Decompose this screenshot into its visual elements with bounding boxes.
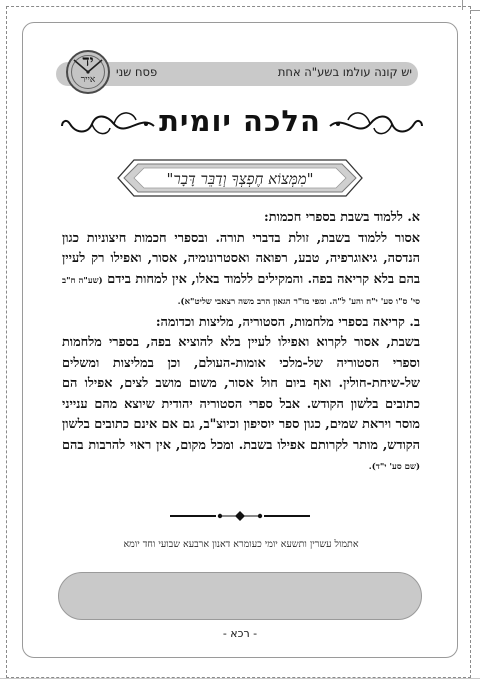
subtitle-verse: "מִמְּצוֹא חֶפְצְךָ וְדַבֵּר דָּבָר" bbox=[166, 170, 314, 188]
page-title: הלכה יומית bbox=[159, 104, 321, 138]
section-a-heading: א. ללמוד בשבת בספרי חכמות: bbox=[264, 210, 420, 225]
section-a-source: (שע"ה ח"ב סי' ס"ו סע' י"ח והע' ל"ה. ומפי מו"ר הגאון הרב משה רצאבי שליט"א). bbox=[62, 275, 420, 307]
left-flourish-ornament bbox=[60, 104, 156, 144]
section-b-heading: ב. קריאה בספרי מלחמות, הסטוריה, מליצות וכדומה: bbox=[155, 314, 420, 330]
corner-mark bbox=[462, 0, 463, 10]
medallion-month: אייר bbox=[80, 75, 96, 85]
page-number: - רכא - bbox=[222, 627, 258, 640]
medallion-day: יד bbox=[82, 52, 94, 70]
omer-count-text: אתמול עשרין ותשעא יומי כעומרא דאנון ארבעא שבועי וחד יומא bbox=[123, 539, 359, 550]
corner-mark bbox=[470, 10, 480, 11]
section-b-source: (שם סע' י"ד). bbox=[368, 462, 420, 472]
halacha-body bbox=[62, 208, 420, 478]
section-a-text: אסור ללמוד בשבת, זולת בדברי תורה. ובספרי חכמות חיצוניות כגון הנדסה, גיאוגרפיה, טבע, רפואה ואסטרונומיה, אסור, ואפילו רק לעיין בהם בלא קריאה בפה. והמקילים ללמוד באלו, אין למחות בידם bbox=[62, 230, 420, 287]
section-b-text: בשבת, אסור לקרוא ואפילו לעיין בלא להוציא בפה, בספרי מלחמות וספרי הסטוריה של-מלכי אומות-העולם, וכן במליצות ומשלים של-שיחת-חולין. ואף ביום חול אסור, משום מושב לצים, אפילו הם כתובים בלשון הקודש. אבל ספרי הסטוריה יהודית שיוצא מהם ענייני מוסר ויראת שמים, כגון ספר יוסיפון וכיוצ"ב, גם אם אינם כתובים בלשון הקודש, מותר לקרותם אפילו בשבת. ומכל מקום, אין ראוי להרבות בהם bbox=[62, 335, 420, 453]
header-right-text: יש קונה עולמו בשע"ה אחת bbox=[277, 65, 412, 79]
bottom-capsule bbox=[58, 572, 422, 620]
section-a bbox=[62, 208, 420, 313]
right-flourish-ornament bbox=[328, 104, 424, 144]
section-b bbox=[62, 313, 420, 478]
section-divider-ornament bbox=[168, 509, 312, 523]
header-left-text: פסח שני bbox=[116, 65, 158, 79]
bottom-edge-line bbox=[0, 678, 480, 679]
